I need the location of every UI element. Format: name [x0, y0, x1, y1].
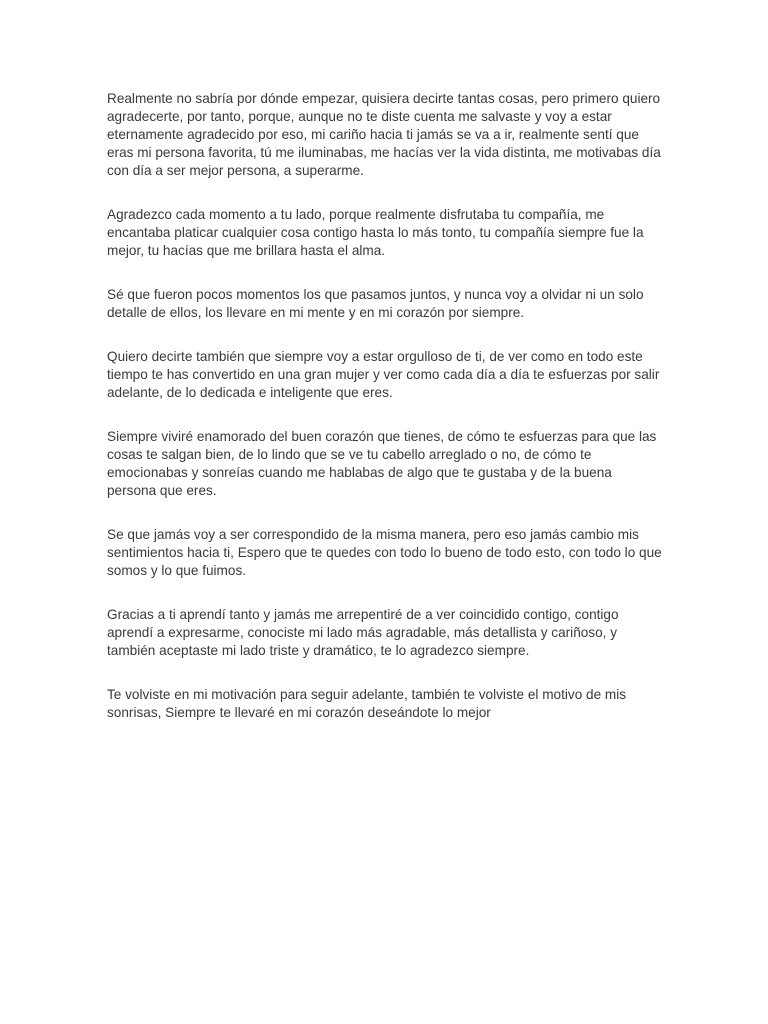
paragraph-8: Te volviste en mi motivación para seguir adelante, también te volviste el motivo de mis sonrisas, Siempre te llevaré en mi corazón deseándote lo mejor: [107, 687, 627, 720]
paragraph-1: Realmente no sabría por dónde empezar, quisiera decirte tantas cosas, pero primero quiero agradecerte, por tanto, porque, aunque no te diste cuenta me salvaste y voy a estar eternamente agradecido por eso, mi cariño hacia ti jamás se va a ir, realmente sentí que eras mi persona favorita, tú me iluminabas, me hacías ver la vida distinta, me motivabas día con día a ser mejor persona, a superarme.: [107, 91, 661, 178]
paragraph-3: Sé que fueron pocos momentos los que pasamos juntos, y nunca voy a olvidar ni un solo detalle de ellos, los llevare en mi mente y en mi corazón por siempre.: [107, 287, 644, 320]
paragraph-6: Se que jamás voy a ser correspondido de la misma manera, pero eso jamás cambio mis sentimientos hacia ti, Espero que te quedes con todo lo bueno de todo esto, con todo lo que somos y lo que fuimos.: [107, 527, 662, 578]
paragraph-7: Gracias a ti aprendí tanto y jamás me arrepentiré de a ver coincidido contigo, contigo aprendí a expresarme, conociste mi lado más agradable, más detallista y cariñoso, y también aceptaste mi lado triste y dramático, te lo agradezco siempre.: [107, 607, 619, 658]
paragraph-5: Siempre viviré enamorado del buen corazón que tienes, de cómo te esfuerzas para que las cosas te salgan bien, de lo lindo que se ve tu cabello arreglado o no, de cómo te emocionabas y sonreías cuando me hablabas de algo que te gustaba y de la buena persona que eres.: [107, 429, 657, 498]
document-page: [107, 90, 663, 748]
paragraph-4: Quiero decirte también que siempre voy a estar orgulloso de ti, de ver como en todo este tiempo te has convertido en una gran mujer y ver como cada día a día te esfuerzas por salir adelante, de lo dedicada e inteligente que eres.: [107, 349, 660, 400]
paragraph-2: Agradezco cada momento a tu lado, porque realmente disfrutaba tu compañía, me encantaba platicar cualquier cosa contigo hasta lo más tonto, tu compañía siempre fue la mejor, tu hacías que me brillara hasta el alma.: [107, 207, 644, 258]
